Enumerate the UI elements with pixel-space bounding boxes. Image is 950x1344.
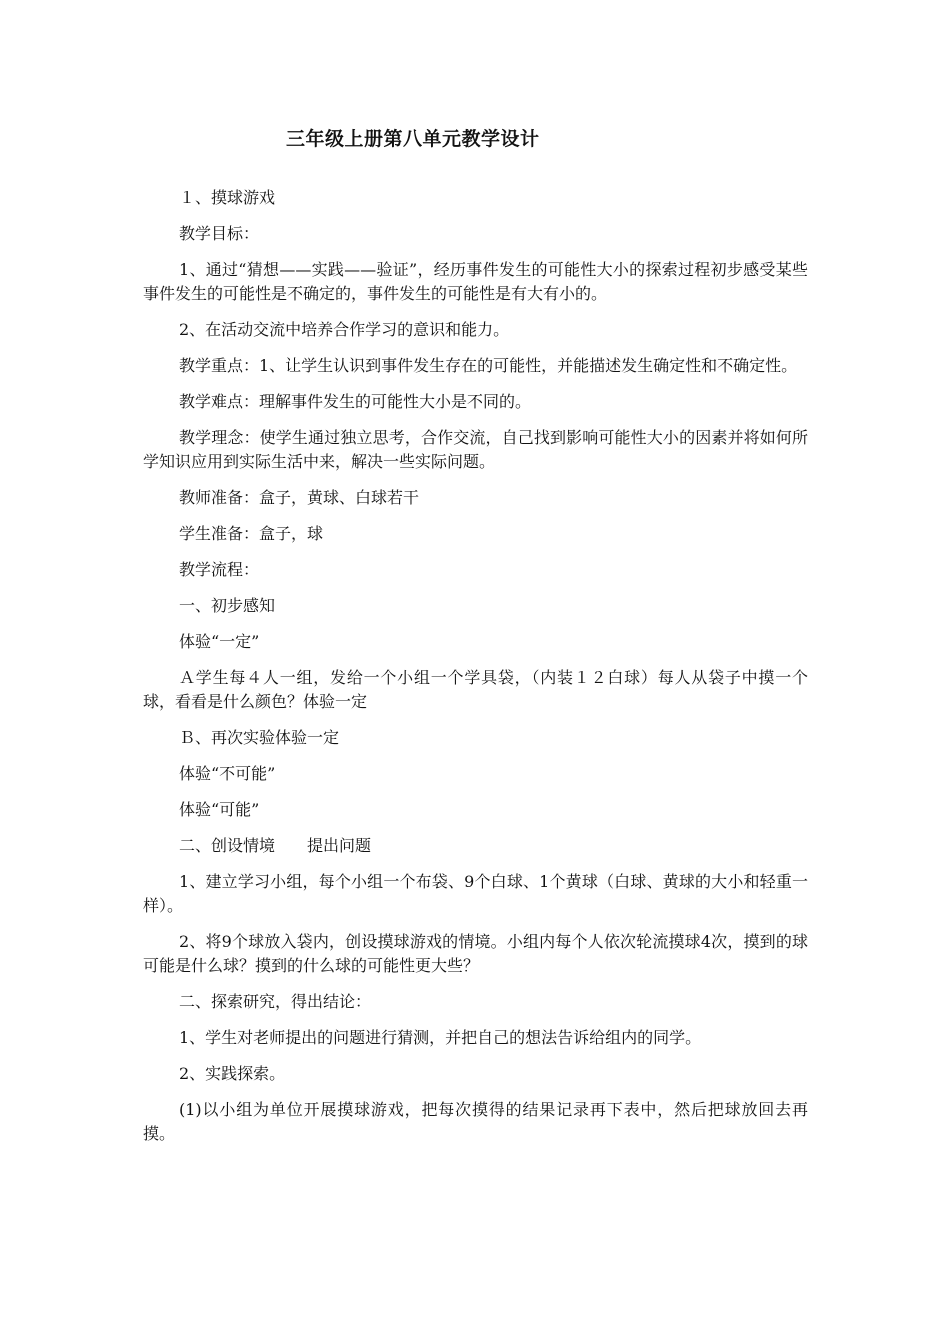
part-3-heading: 二、探索研究，得出结论： [179,992,372,1011]
part-1-heading: 一、初步感知 [179,596,276,615]
activity-b: Ｂ、再次实验体验一定 [179,728,340,747]
section-heading: １、摸球游戏 [179,188,276,207]
key-points: 教学重点：1、让学生认识到事件发生存在的可能性，并能描述发生确定性和不确定性。 [179,356,798,375]
part-2-heading: 二、创设情境 提出问题 [179,836,372,855]
student-preparation: 学生准备：盒子，球 [179,524,324,543]
explore-step-2: 2、实践探索。 [179,1064,286,1083]
objective-1: 1、通过“猜想——实践——验证”，经历事件发生的可能性大小的探索过程初步感受某些事件发生的可能性是不确定的，事件发生的可能性是有大有小的。 [143,260,808,303]
teaching-process-label: 教学流程： [179,560,260,579]
explore-substep-1: (1)以小组为单位开展摸球游戏，把每次摸得的结果记录再下表中，然后把球放回去再摸。 [143,1100,808,1143]
experience-possible: 体验“可能” [179,800,260,819]
step-1: 1、建立学习小组，每个小组一个布袋、9个白球、1个黄球（白球、黄球的大小和轻重一样）。 [143,872,808,915]
teacher-preparation: 教师准备：盒子，黄球、白球若干 [179,488,420,507]
objective-2: 2、在活动交流中培养合作学习的意识和能力。 [179,320,510,339]
objectives-label: 教学目标： [179,224,260,243]
document-body [143,186,808,1158]
teaching-philosophy: 教学理念：使学生通过独立思考，合作交流，自己找到影响可能性大小的因素并将如何所学知识应用到实际生活中来，解决一些实际问题。 [143,428,808,471]
experience-certain: 体验“一定” [179,632,260,651]
difficulties: 教学难点：理解事件发生的可能性大小是不同的。 [179,392,532,411]
step-2: 2、将9个球放入袋内，创设摸球游戏的情境。小组内每个人依次轮流摸球4次，摸到的球可能是什么球？摸到的什么球的可能性更大些？ [143,932,808,975]
document-title: 三年级上册第八单元教学设计 [286,128,540,150]
explore-step-1: 1、学生对老师提出的问题进行猜测，并把自己的想法告诉给组内的同学。 [179,1028,702,1047]
experience-impossible: 体验“不可能” [179,764,276,783]
activity-a: Ａ学生每４人一组，发给一个小组一个学具袋，（内装１２白球）每人从袋子中摸一个球，看看是什么颜色？体验一定 [143,668,808,711]
